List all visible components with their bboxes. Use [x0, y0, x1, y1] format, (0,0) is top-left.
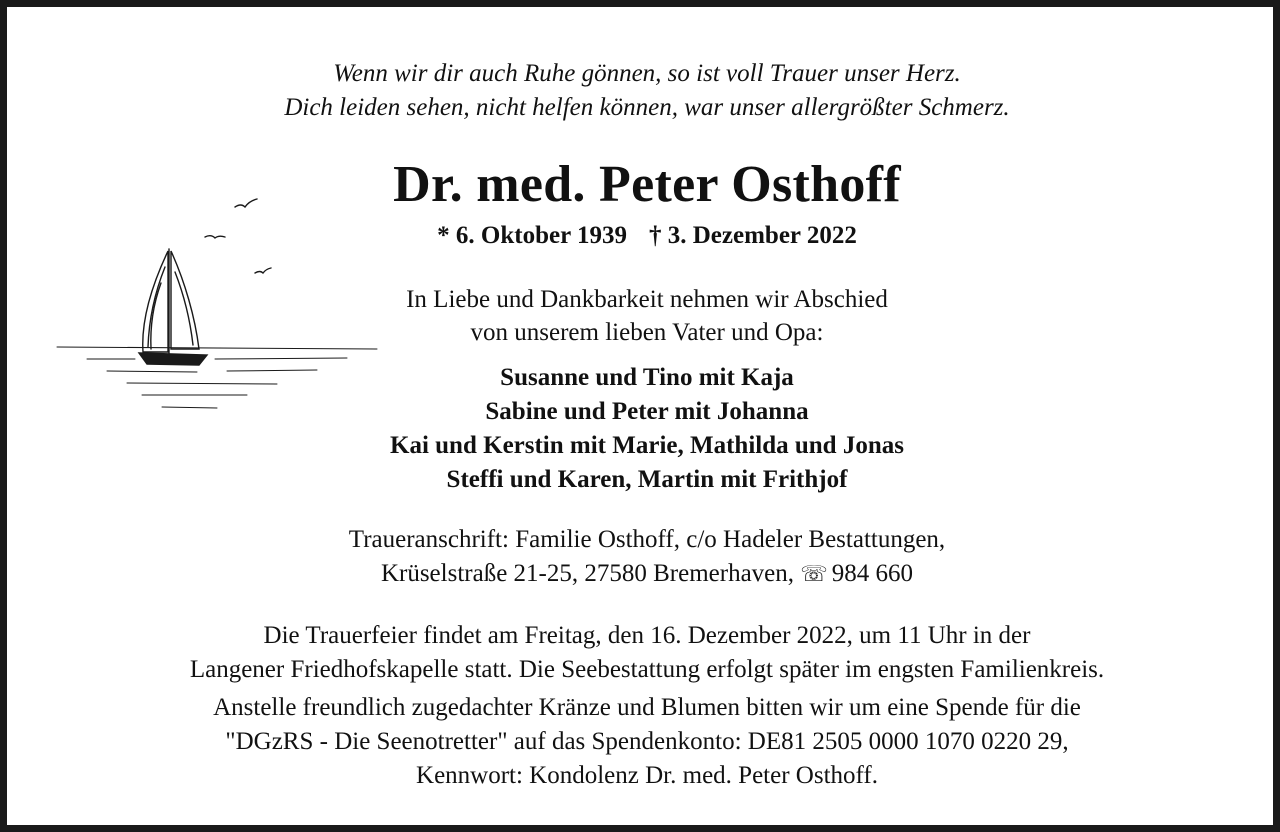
address-line	[7, 557, 1280, 591]
deceased-name: Dr. med. Peter Osthoff	[393, 156, 901, 213]
poem	[7, 57, 1280, 125]
ceremony-line: Langener Friedhofskapelle statt. Die Seebestattung erfolgt später im engsten Familienkreis.	[189, 656, 1105, 683]
death-date: † 3. Dezember 2022	[649, 222, 857, 249]
mourners-list	[7, 361, 1280, 497]
phone-number: 984 660	[831, 560, 914, 587]
mourner-line: Kai und Kerstin mit Marie, Mathilda und Jonas	[390, 432, 904, 459]
poem-line: Dich leiden sehen, nicht helfen können, war unser allergrößter Schmerz.	[284, 94, 1010, 121]
seagull-icon	[205, 236, 225, 238]
farewell-intro	[7, 283, 1280, 349]
mourner-line: Susanne und Tino mit Kaja	[500, 364, 794, 391]
address-line: Traueranschrift: Familie Osthoff, c/o Hadeler Bestattungen,	[348, 526, 946, 553]
intro-line: von unserem lieben Vater und Opa:	[470, 319, 824, 346]
mourner-line: Steffi und Karen, Martin mit Frithjof	[446, 466, 848, 493]
seagull-icon	[255, 268, 271, 273]
phone-icon: ☏	[800, 561, 828, 586]
donation-line: Kennwort: Kondolenz Dr. med. Peter Osthoff.	[416, 762, 878, 789]
mourner-line: Sabine und Peter mit Johanna	[485, 398, 809, 425]
intro-line: In Liebe und Dankbarkeit nehmen wir Abschied	[406, 286, 888, 313]
donation-line: Anstelle freundlich zugedachter Kränze und Blumen bitten wir um eine Spende für die	[213, 694, 1081, 721]
address-street: Krüselstraße 21-25, 27580 Bremerhaven,	[380, 560, 795, 587]
birth-date: * 6. Oktober 1939	[437, 222, 627, 249]
donation-info	[7, 691, 1280, 793]
donation-line: "DGzRS - Die Seenotretter" auf das Spendenkonto: DE81 2505 0000 1070 0220 29,	[225, 728, 1069, 755]
mourning-address	[7, 523, 1280, 591]
ceremony-info	[7, 619, 1280, 687]
seagull-icon	[235, 199, 257, 207]
ceremony-line: Die Trauerfeier findet am Freitag, den 16. Dezember 2022, um 11 Uhr in der	[263, 622, 1031, 649]
poem-line: Wenn wir dir auch Ruhe gönnen, so ist voll Trauer unser Herz.	[333, 60, 961, 87]
